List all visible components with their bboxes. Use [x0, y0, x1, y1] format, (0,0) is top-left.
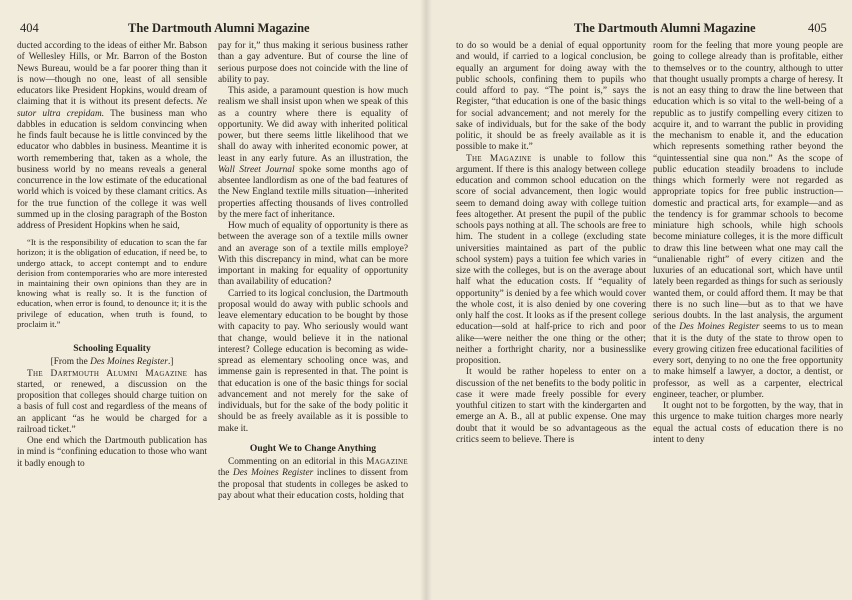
- running-head: The Dartmouth Alumni Magazine: [574, 21, 756, 35]
- paragraph: to do so would be a denial of equal opportunity and would, if carried to a logical conclusion, be equally an argument for doing away with the public schools, confining them to pupils who could afford to pay. “The point is,” says the Register, “that education is one of the basic things for social advancement; and not merely for the sake of individuals, but for the sake of the body politic, it should be as freely available as it is possible to make it.”: [456, 41, 646, 153]
- running-head: The Dartmouth Alumni Magazine: [128, 21, 310, 35]
- paragraph: pay for it,” thus making it serious business rather than a gay adventure. But of course the line of serious purpose does not coincide with the line of ability to pay.: [218, 41, 408, 85]
- paragraph: room for the feeling that more young people are going to college already than is profitable, either to themselves or to the country, although to utter that thought usually prompts a charge of heresy. It is not an easy thing to draw the line between that education which is so vital to the well-being of a republic as to justify compelling every citizen to acquire it, and to warrant the public in providing the mechanism to enable it, and the education which represents something rather beyond the “quintessential sine qua non.” As the scope of public education steadily broadens to include things which formerly were not regarded as appropriate topics for free public instruction—domestic and practical arts, for example—and as the tendency is for grammar schools to become miniature high schools, while high schools become miniature colleges, it is the more difficult to draw this line between what one may call the “unalienable right” of every citizen and the luxuries of an educational sort, which have until lately been regarded as things for such as seriously wanted them, or could afford them. It may be that there is no such line—but as to that we have serious doubts. In the last analysis, the argument of the Des Moines Register seems to us to mean that it is the duty of the state to throw open to every growing citizen free educational facilities of every sort, denying to no one the free opportunity to make himself a lawyer, a doctor, a dentist, or professor, as well as a carpenter, electrical engineer, teacher, or plumber.: [653, 41, 843, 400]
- paragraph: It would be rather hopeless to enter on a discussion of the net benefits to the body politic in case it were made freely possible for every youthful citizen to start with the kindergarten and emerge an A. B., all at public expense. One may doubt that it would be so advantageous as the critics seem to believe. There is: [456, 367, 646, 445]
- paragraph: The Dartmouth Alumni Magazine has started, or renewed, a discussion on the proposition that colleges should charge tuition on a basis of full cost and regardless of the means of an applicant “as he would be charged for a railroad ticket.”: [17, 368, 207, 435]
- paragraph: Carried to its logical conclusion, the Dartmouth proposal would do away with public schools and leave elementary education to be bought by those with capacity to pay. Who seriously would want that change, would believe it in the national interest? College education is becoming as wide-spread as elementary schooling once was, and immense gain is represented in that. The point is that education is one of the basic things for social advancement and not merely for the sake of individuals, but for the sake of the body politic it should be as freely available as it is possible to make it.: [218, 288, 408, 434]
- block-quote: “It is the responsibility of education to scan the far horizon; it is the obligation of education, if need be, to undergo attack, to accept contempt and to endure derision from contemporaries who are more interested in maintaining their own opinions than they are in knowing what is really so. It is the function of education, when error is found, to denounce it; it is the privilege of education, when truth is found, to proclaim it.”: [17, 237, 207, 329]
- left-page-column-1: [17, 41, 207, 470]
- paragraph: One end which the Dartmouth publication has in mind is “confining education to those who want it badly enough to: [17, 436, 207, 469]
- left-page-column-2: [218, 41, 408, 502]
- right-page-column-1: [456, 41, 646, 446]
- paragraph: The Magazine is unable to follow this argument. If there is this analogy between college education and common school education on the score of social advancement, then logic would seem to demand doing away with college tuition fees altogether. At present the pupil of the public schools pays nothing at all. The schools are free to him. The student in a college (excluding state universities maintained as part of the public school system) pays a tuition fee which varies in size with the colleges, but is on the average about half what the education costs. If “equality of opportunity” is denied by a fee which would cover the whole cost, it is also denied by one covering only half the cost. It looks as if the present college education—sold at half-price to rich and poor alike—were neither the one thing or the other; neither a forthright charity, nor a businesslike proposition.: [456, 153, 646, 366]
- paragraph: Commenting on an editorial in this Magazine the Des Moines Register inclines to dissent from the proposal that students in colleges be asked to pay about what their education costs, holding that: [218, 457, 408, 501]
- paragraph: ducted according to the ideas of either Mr. Babson of Wellesley Hills, or Mr. Barron of the Boston News Bureau, would be a far poorer thing than it is now—though no one, least of all sensible educators like President Hopkins, would dream of claiming that it is without its present defects. Ne sutor ultra crepidam. The business man who dabbles in education is seldom convincing when he finds fault because he is little convinced by the educator who dabbles in business. Meantime it is worth remembering that, taken as a whole, the business world by no means reveals a general concurrence in the low estimate of the educational world which is voiced by these clamant critics. As for the true function of the college it was well summed up in the closing paragraph of the Boston address of President Hopkins when he said,: [17, 41, 208, 231]
- source-line: [From the Des Moines Register.]: [50, 357, 174, 368]
- right-page-column-2: [653, 41, 843, 446]
- right-page: [426, 0, 852, 600]
- section-heading: Schooling Equality: [73, 343, 151, 355]
- page-number: 405: [808, 21, 827, 35]
- section-heading: Ought We to Change Anything: [249, 442, 377, 454]
- paragraph: How much of equality of opportunity is there as between the average son of a textile mills owner and an average son of a textile mills employe? With this discrepancy in mind, what can be more important in making for equality of opportunity than availability of education?: [218, 221, 408, 288]
- paragraph: It ought not to be forgotten, by the way, that in this urgence to make tuition charges more nearly equal the actual costs of education there is no intent to deny: [653, 401, 843, 445]
- page-gutter: [420, 0, 432, 600]
- page-number: 404: [20, 21, 39, 35]
- paragraph: This aside, a paramount question is how much realism we shall insist upon when we speak of this as a country where there is equality of opportunity. We did away with inherited political power, but there seems little likelihood that we shall do away with inherited economic power, at least in any early future. As an illustration, the Wall Street Journal spoke some months ago of absentee landlordism as one of the bad features of the New England textile mills situation—inherited properties affecting thousands of lives controlled by the mere fact of inheritance.: [218, 86, 408, 220]
